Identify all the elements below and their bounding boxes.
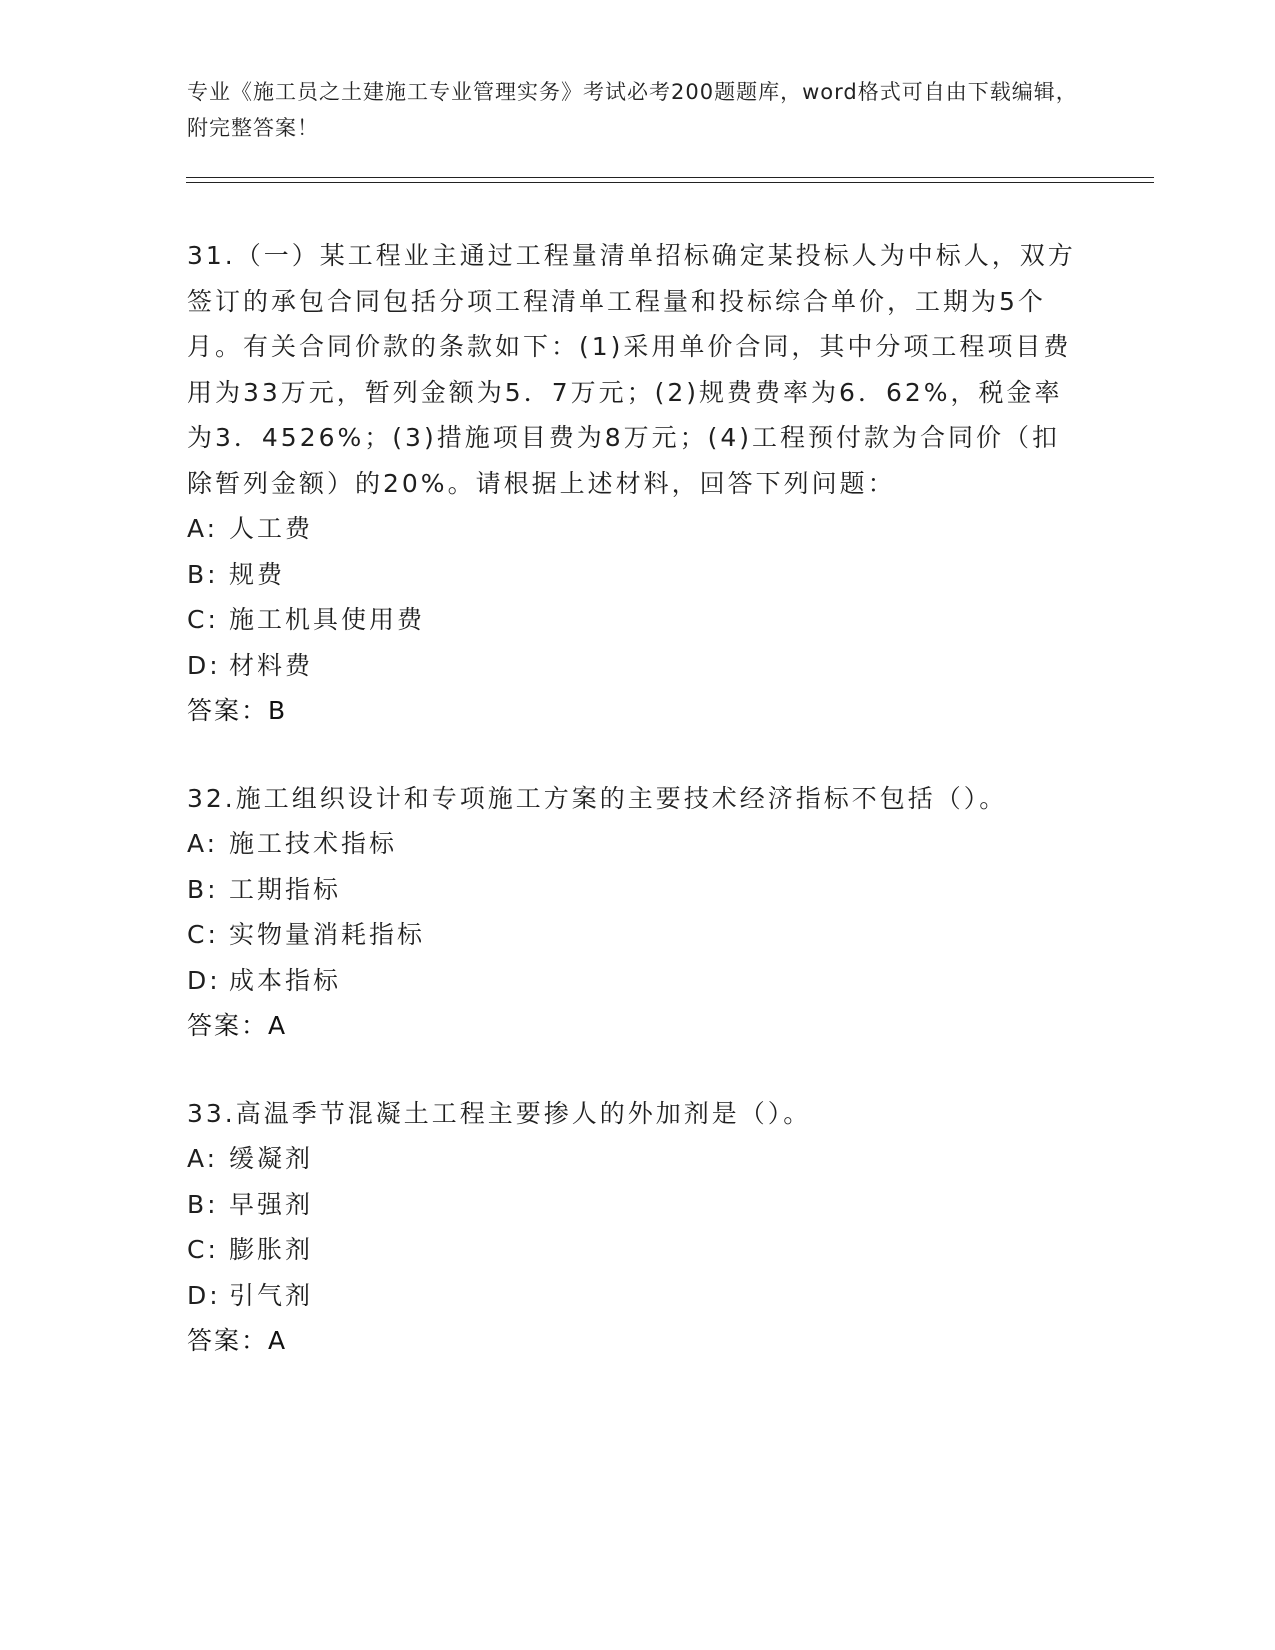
option-letter: A: — [187, 1144, 219, 1173]
document-header: 专业《施工员之土建施工专业管理实务》考试必考200题题库，word格式可自由下载编辑，附完整答案！ — [187, 80, 1078, 140]
option-letter: A: — [187, 514, 219, 543]
answer-line: 答案：A — [187, 1326, 288, 1355]
question-stem: 32.施工组织设计和专项施工方案的主要技术经济指标不包括（）。 — [187, 783, 1008, 813]
option-text: 早强剂 — [229, 1189, 314, 1219]
option-text: 工期指标 — [229, 874, 342, 904]
option-b — [187, 1182, 1077, 1228]
option-letter: A: — [187, 829, 219, 858]
answer-line: 答案：A — [187, 1011, 288, 1040]
option-letter: D: — [187, 650, 221, 680]
option-d — [187, 1273, 1077, 1319]
option-text: 人工费 — [229, 514, 314, 543]
answer-line: 答案：B — [187, 696, 288, 725]
option-text: 成本指标 — [229, 965, 342, 995]
option-letter: D: — [187, 965, 221, 995]
question-stem: 31.（一）某工程业主通过工程量清单招标确定某投标人为中标人，双方签订的承包合同包括分项工程清单工程量和投标综合单价，工期为5个月。有关合同价款的条款如下：(1)采用单价合同，其中分项工程项目费用为33万元，暂列金额为5．7万元；(2)规费费率为6．62%，税金率为3．4526%；(3)措施项目费为8万元；(4)工程预付款为合同价（扣除暂列金额）的20%。请根据上述材料，回答下列问题： — [187, 241, 1076, 498]
option-d — [187, 958, 1077, 1004]
option-text: 规费 — [229, 559, 286, 589]
option-c — [187, 1227, 1077, 1273]
question-33 — [187, 1091, 1077, 1364]
option-d — [187, 643, 1077, 689]
option-letter: B: — [187, 559, 219, 589]
option-b — [187, 867, 1077, 913]
question-32 — [187, 776, 1077, 1049]
option-a — [187, 506, 1077, 552]
option-letter: C: — [187, 920, 219, 949]
option-text: 施工技术指标 — [229, 829, 398, 858]
option-letter: B: — [187, 1189, 219, 1219]
option-b — [187, 552, 1077, 598]
question-list — [187, 233, 1077, 1364]
option-text: 引气剂 — [229, 1280, 314, 1310]
header-divider-top — [186, 177, 1154, 178]
option-a — [187, 1136, 1077, 1182]
option-text: 缓凝剂 — [229, 1144, 314, 1173]
option-c — [187, 912, 1077, 958]
option-c — [187, 597, 1077, 643]
option-letter: B: — [187, 874, 219, 904]
option-text: 施工机具使用费 — [229, 605, 426, 634]
option-letter: C: — [187, 605, 219, 634]
option-text: 膨胀剂 — [229, 1235, 314, 1264]
option-text: 实物量消耗指标 — [229, 920, 426, 949]
option-text: 材料费 — [229, 650, 314, 680]
option-a — [187, 821, 1077, 867]
header-divider-bottom — [186, 182, 1154, 183]
question-stem: 33.高温季节混凝土工程主要掺人的外加剂是（）。 — [187, 1098, 812, 1128]
option-letter: C: — [187, 1235, 219, 1264]
option-letter: D: — [187, 1280, 221, 1310]
question-31 — [187, 233, 1077, 734]
